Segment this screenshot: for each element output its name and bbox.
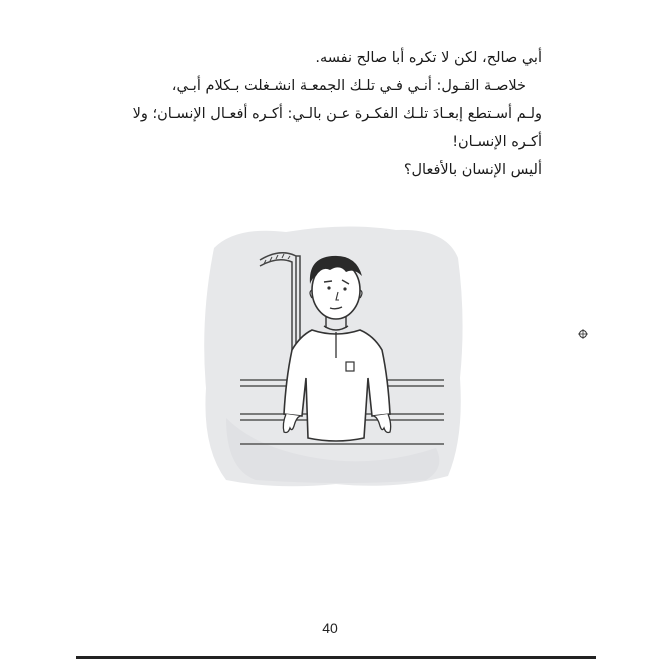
body-text (102, 44, 542, 184)
boy-eye-right (343, 287, 346, 290)
text-line-4: أكـره الإنسـان! (452, 134, 542, 150)
page-number: 40 (322, 620, 338, 636)
text-line-2: خلاصـة القـول: أنـي فـي تلـك الجمعـة انشـغلت بـكلام أبـي، (171, 78, 526, 94)
boy-eye-left (327, 286, 330, 289)
text-line-5: أليس الإنسان بالأفعال؟ (403, 162, 542, 178)
illustration-boy (196, 218, 466, 490)
crosshair-circle-icon (578, 328, 588, 340)
text-line-1: أبي صالح، لكن لا تكره أبا صالح نفسه. (315, 50, 542, 66)
bottom-rule (76, 656, 596, 659)
text-line-3: ولـم أسـتطع إبعـادَ تلـك الفكـرة عـن بالـي: أكـره أفعـال الإنسـان؛ ولا (132, 106, 542, 122)
